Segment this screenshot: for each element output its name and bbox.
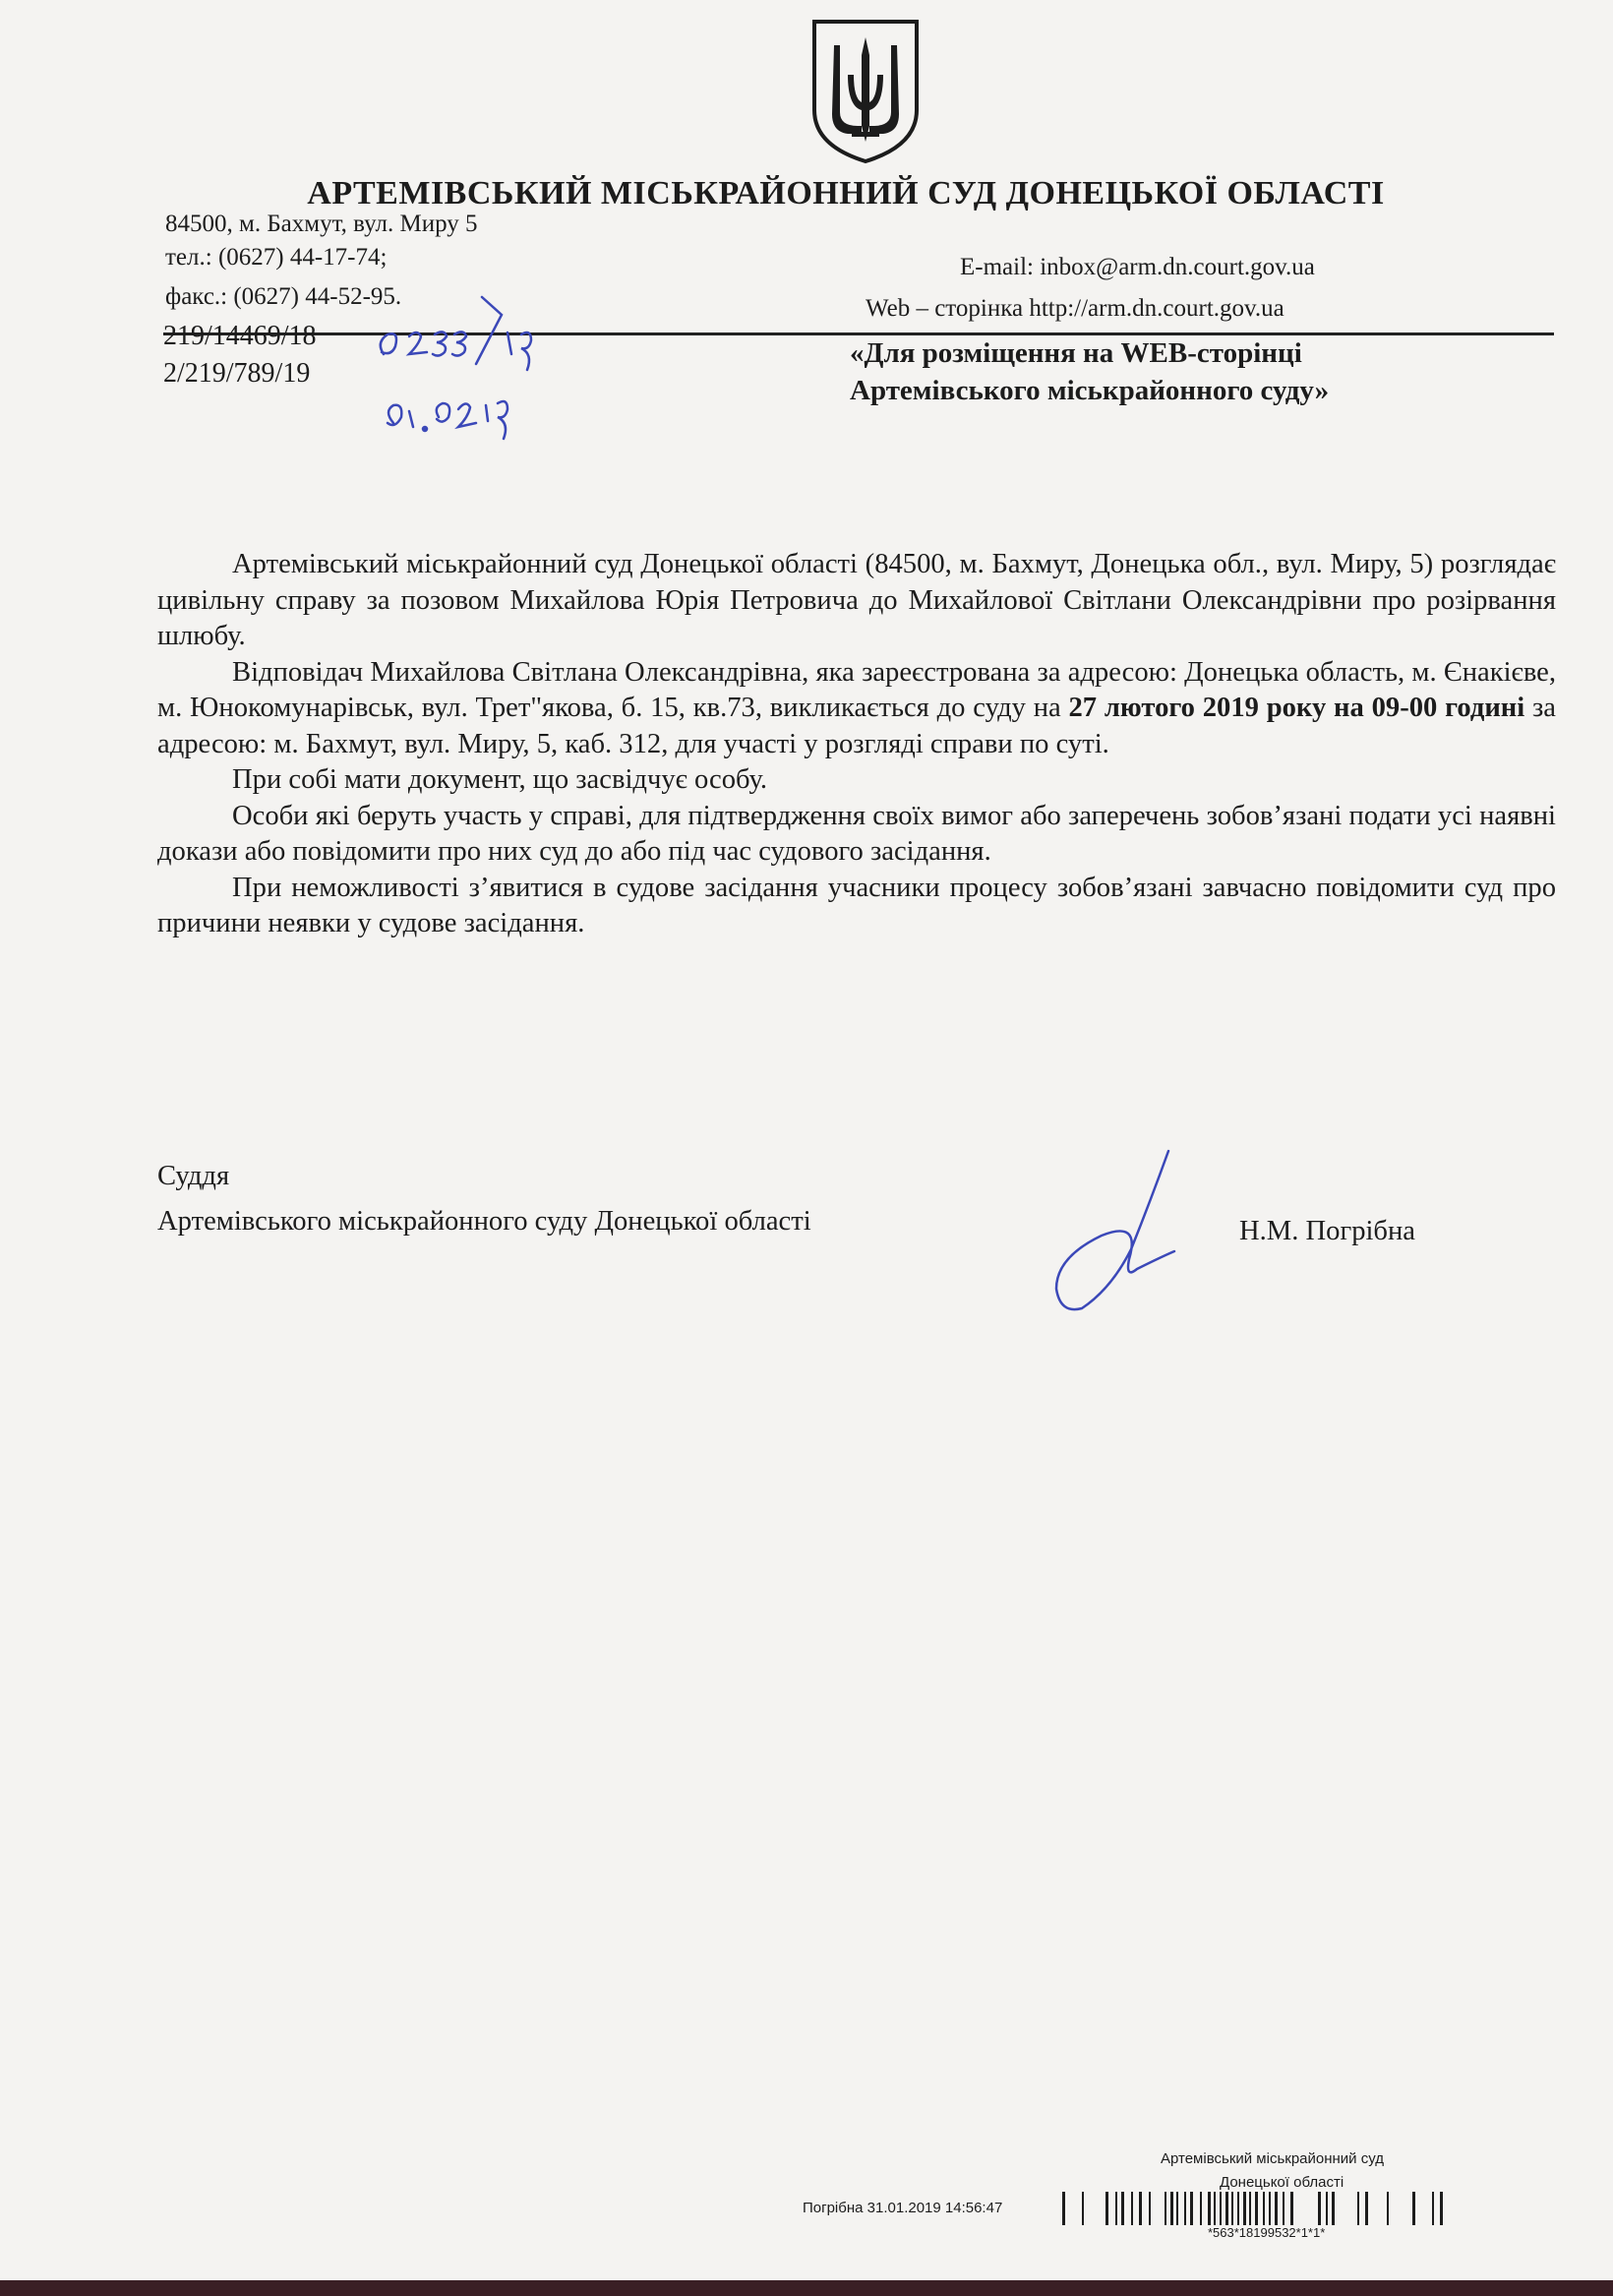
paragraph-case-description: Артемівський міськрайонний суд Донецької області (84500, м. Бахмут, Донецька обл., вул. Миру, 5) розглядає цивільну справу за позовом Михайлова Юрія Петровича до Михайлової Світлани Олександрівни про розірвання шлюбу. [157, 549, 1556, 651]
paragraph-absence: При неможливості з’явитися в судове засідання учасники процесу зобов’язані завчасно повідомити суд про причини неявки у судове засідання. [157, 872, 1556, 938]
judge-signature [1043, 1141, 1190, 1318]
web-publication-notice [850, 334, 1538, 409]
registration-stamp: Погрібна 31.01.2019 14:56:47 [803, 2200, 1003, 2216]
barcode [1062, 2190, 1546, 2229]
case-number-2: 2/219/789/19 [163, 358, 311, 389]
signature-title: Суддя [157, 1161, 230, 1191]
judge-name: Н.М. Погрібна [1239, 1216, 1415, 1246]
court-address: 84500, м. Бахмут, вул. Миру 5 [165, 211, 478, 237]
coat-of-arms-emblem [808, 16, 923, 165]
paragraph-defendant-summons [157, 655, 1556, 763]
footer-court-line-2: Донецької області [1220, 2174, 1344, 2191]
signature-court: Артемівського міськрайонного суду Донецької області [157, 1206, 811, 1237]
court-phone: тел.: (0627) 44-17-74; [165, 244, 388, 271]
defendant-text-end: за адресою: м. Бахмут, вул. Миру, 5, каб. 312, для участі у розгляді справи по суті. [157, 693, 1556, 759]
barcode-text: *563*18199532*1*1* [1208, 2225, 1326, 2240]
court-website: Web – сторінка http://arm.dn.court.gov.ua [866, 295, 1284, 322]
hearing-date-time: 27 лютого 2019 року на 09-00 годині [1068, 693, 1525, 723]
paragraph-evidence: Особи які беруть участь у справі, для підтвердження своїх вимог або заперечень зобов’язані подати усі наявні докази або повідомити про них суд до або під час судового засідання. [157, 800, 1556, 867]
case-number-1: 219/14469/18 [163, 321, 317, 351]
paragraph-id-document: При собі мати документ, що засвідчує особу. [232, 764, 768, 795]
notice-line-2: Артемівського міськрайонного суду» [850, 375, 1330, 406]
court-fax: факс.: (0627) 44-52-95. [165, 283, 402, 310]
notice-line-1: «Для розміщення на WEB-сторінці [850, 337, 1302, 369]
court-name-heading: АРТЕМІВСЬКИЙ МІСЬКРАЙОННИЙ СУД ДОНЕЦЬКОЇ ОБЛАСТІ [307, 175, 1385, 211]
scan-edge [0, 2280, 1613, 2296]
handwritten-registration-note [374, 285, 629, 462]
defendant-text-start: Відповідач Михайлова Світлана Олександрівна, яка зареєстрована за адресою: Донецька область, м. Єнакієве, м. Юнокомунарівськ, вул. Трет"якова, б. 15, кв.73, викликається до суду на [157, 656, 1556, 723]
summons-body [157, 547, 1556, 942]
footer-court-line-1: Артемівський міськрайонний суд [1161, 2150, 1384, 2167]
court-email: E-mail: inbox@arm.dn.court.gov.ua [960, 254, 1315, 280]
